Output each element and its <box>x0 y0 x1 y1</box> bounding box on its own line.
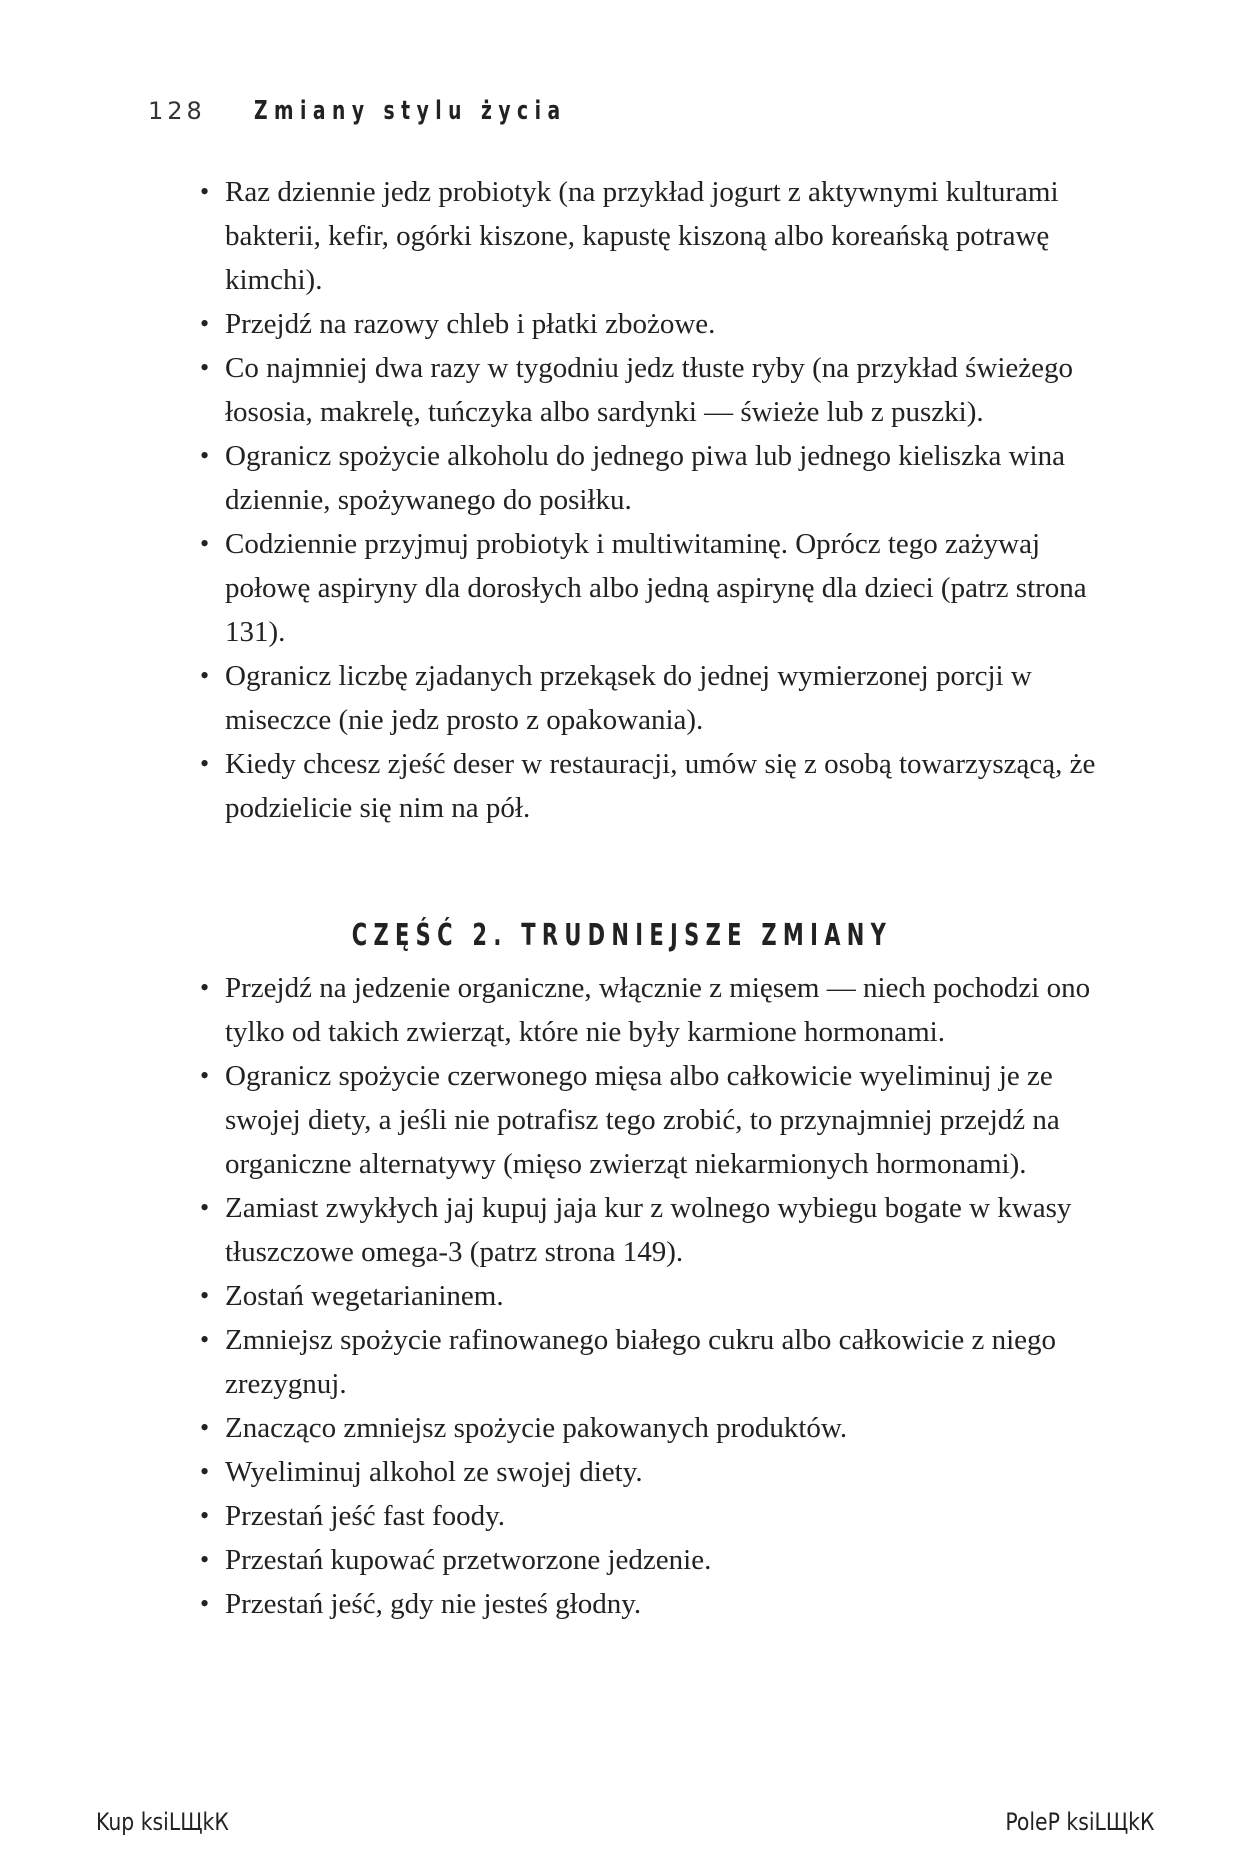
list-item-text: Raz dziennie jedz probiotyk (na przykład jogurt z aktywnymi kulturami bakterii, kefir, ogórki kiszone, kapustę kiszoną albo koreańską potrawę kimchi). <box>225 176 1059 296</box>
bullet-icon: • <box>200 1061 210 1090</box>
list-item-text: Ogranicz liczbę zjadanych przekąsek do jednej wymierzonej porcji w miseczce (nie jedz prosto z opakowania). <box>225 660 1032 736</box>
bullet-icon: • <box>200 1589 210 1618</box>
list-item-text: Wyeliminuj alkohol ze swojej diety. <box>225 1456 643 1488</box>
list-item-text: Zostań wegetarianinem. <box>225 1280 504 1312</box>
list-item-text: Przestań kupować przetworzone jedzenie. <box>225 1544 712 1576</box>
running-title: Zmiany stylu życia <box>253 96 567 126</box>
list-item <box>200 1494 1120 1538</box>
list-item <box>200 966 1120 1054</box>
bullet-icon: • <box>200 661 210 690</box>
bullet-icon: • <box>200 1501 210 1530</box>
section-heading <box>0 918 1244 953</box>
list-item <box>200 1318 1120 1406</box>
list-item-text: Przejdź na jedzenie organiczne, włącznie z mięsem — niech pochodzi ono tylko od takich zwierząt, które nie były karmione hormonami. <box>225 972 1091 1048</box>
list-item-text: Znacząco zmniejsz spożycie pakowanych produktów. <box>225 1412 848 1444</box>
list-item-text: Przestań jeść fast foody. <box>225 1500 505 1532</box>
list-item-text: Co najmniej dwa razy w tygodniu jedz tłuste ryby (na przykład świeżego łososia, makrelę, tuńczyka albo sardynki — świeże lub z puszki). <box>225 352 1074 428</box>
list-item <box>200 434 1120 522</box>
bullet-icon: • <box>200 1457 210 1486</box>
bullet-icon: • <box>200 1325 210 1354</box>
list-item <box>200 1582 1120 1626</box>
bullet-icon: • <box>200 1545 210 1574</box>
bullet-icon: • <box>200 1413 210 1442</box>
page-number: 128 <box>148 97 206 125</box>
list-item <box>200 522 1120 654</box>
section-heading-text: CZĘŚĆ 2. TRUDNIEJSZE ZMIANY <box>351 918 893 953</box>
part1-list <box>200 170 1120 830</box>
list-item <box>200 1274 1120 1318</box>
bullet-icon: • <box>200 441 210 470</box>
bullet-icon: • <box>200 529 210 558</box>
list-item <box>200 1450 1120 1494</box>
bullet-icon: • <box>200 1281 210 1310</box>
list-item <box>200 1538 1120 1582</box>
list-item <box>200 302 1120 346</box>
list-item <box>200 1054 1120 1186</box>
bullet-icon: • <box>200 973 210 1002</box>
bullet-icon: • <box>200 353 210 382</box>
list-item-text: Codziennie przyjmuj probiotyk i multiwitaminę. Oprócz tego zażywaj połowę aspiryny dla dorosłych albo jedną aspirynę dla dzieci (patrz strona 131). <box>225 528 1087 648</box>
bullet-icon: • <box>200 749 210 778</box>
page-header <box>148 96 688 136</box>
list-item-text: Przejdź na razowy chleb i płatki zbożowe. <box>225 308 716 340</box>
list-item <box>200 654 1120 742</box>
bullet-icon: • <box>200 309 210 338</box>
list-item <box>200 1406 1120 1450</box>
list-item <box>200 170 1120 302</box>
list-item <box>200 1186 1120 1274</box>
list-item <box>200 346 1120 434</box>
recommend-book-link[interactable]: PoleР ksiLЩkК <box>1004 1808 1154 1836</box>
part2-list <box>200 966 1120 1626</box>
list-item-text: Zmniejsz spożycie rafinowanego białego cukru albo całkowicie z niego zrezygnuj. <box>225 1324 1057 1400</box>
list-item-text: Kiedy chcesz zjeść deser w restauracji, umów się z osobą towarzyszącą, że podzielicie się nim na pół. <box>225 748 1096 824</box>
list-item-text: Przestań jeść, gdy nie jesteś głodny. <box>225 1588 642 1620</box>
list-item <box>200 742 1120 830</box>
bullet-icon: • <box>200 177 210 206</box>
list-item-text: Zamiast zwykłych jaj kupuj jaja kur z wolnego wybiegu bogate w kwasy tłuszczowe omega-3 (patrz strona 149). <box>225 1192 1072 1268</box>
buy-book-link[interactable]: Kup ksiLЩkК <box>96 1808 229 1836</box>
list-item-text: Ogranicz spożycie alkoholu do jednego piwa lub jednego kieliszka wina dziennie, spożywanego do posiłku. <box>225 440 1065 516</box>
list-item-text: Ogranicz spożycie czerwonego mięsa albo całkowicie wyeliminuj je ze swojej diety, a jeśli nie potrafisz tego zrobić, to przynajmniej przejdź na organiczne alternatywy (mięso zwierząt niekarmionych hormonami). <box>225 1060 1060 1180</box>
bullet-icon: • <box>200 1193 210 1222</box>
